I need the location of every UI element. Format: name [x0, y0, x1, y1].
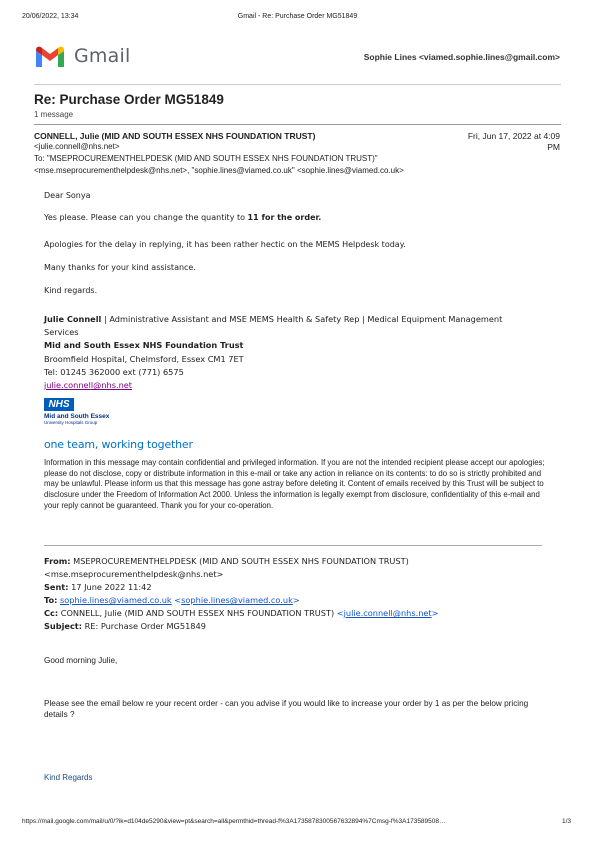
gmail-wordmark: Gmail: [74, 45, 131, 67]
quoted-sent: [44, 581, 152, 593]
sender-email: <julie.connell@nhs.net>: [34, 142, 120, 151]
quoted-to-email-2[interactable]: sophie.lines@viamed.co.uk: [181, 595, 293, 605]
to-line-2: <mse.mseprocurementhelpdesk@nhs.net>, "sophie.lines@viamed.co.uk" <sophie.lines@viamed.co.uk>: [34, 166, 404, 175]
to-line-1: To: "MSEPROCUREMENTHELPDESK (MID AND SOUTH ESSEX NHS FOUNDATION TRUST)": [34, 154, 378, 163]
quoted-divider: [44, 545, 542, 546]
quoted-cc-email[interactable]: julie.connell@nhs.net: [343, 608, 432, 618]
message-date: [460, 131, 560, 153]
nhs-logo-org: Mid and South Essex: [44, 413, 110, 420]
date-line-1: Fri, Jun 17, 2022 at 4:09: [467, 131, 560, 141]
quoted-sent-value: 17 June 2022 11:42: [68, 582, 152, 592]
nhs-logo-icon: NHS: [44, 398, 74, 411]
body-line-4: Kind regards.: [44, 286, 98, 295]
divider: [34, 124, 561, 125]
quoted-body: Please see the email below re your recent order - can you advise if you would like to increase your order by 1 as per the below pricing details ?: [44, 699, 529, 719]
message-count: 1 message: [34, 110, 74, 119]
quoted-to: To: sophie.lines@viamed.co.uk <sophie.lines@viamed.co.uk>: [44, 595, 300, 605]
quoted-cc-value: CONNELL, Julie (MID AND SOUTH ESSEX NHS FOUNDATION TRUST): [58, 608, 337, 618]
signature-name: Julie Connell: [44, 314, 102, 324]
body-line-3: Many thanks for your kind assistance.: [44, 263, 196, 272]
gmail-logo-icon: [34, 45, 66, 69]
signature-tel: Tel: 01245 362000 ext (771) 6575: [44, 367, 184, 377]
nhs-logo-sub: University Hospitals Group: [44, 420, 98, 425]
sender-name: CONNELL, Julie (MID AND SOUTH ESSEX NHS FOUNDATION TRUST): [34, 131, 316, 141]
quoted-from: [44, 555, 554, 567]
quoted-from-email[interactable]: <mse.mseprocurementhelpdesk@nhs.net>: [44, 569, 224, 579]
quoted-from-value: MSEPROCUREMENTHELPDESK (MID AND SOUTH ESSEX NHS FOUNDATION TRUST): [70, 556, 409, 566]
signature-email-link[interactable]: julie.connell@nhs.net: [44, 380, 132, 390]
body-line-1-text: Yes please. Please can you change the quantity to: [44, 213, 248, 222]
quoted-greeting: Good morning Julie,: [44, 656, 118, 665]
signature-name-line: [44, 314, 554, 325]
body-line-2: Apologies for the delay in replying, it has been rather hectic on the MEMS Helpdesk today.: [44, 240, 406, 249]
quoted-sent-label: Sent:: [44, 582, 69, 592]
print-date: 20/06/2022, 13:34: [22, 13, 79, 20]
quoted-to-label: To:: [44, 595, 58, 605]
quoted-cc: Cc: CONNELL, Julie (MID AND SOUTH ESSEX NHS FOUNDATION TRUST) <julie.connell@nhs.net>: [44, 608, 439, 618]
print-footer-url: https://mail.google.com/mail/u/0/?ik=d104de5290&view=pt&search=all&permthid=thread-f%3A1735878300567632894%7Cmsg-f%3A173589508…: [22, 818, 446, 825]
thread-subject: Re: Purchase Order MG51849: [34, 92, 224, 107]
quoted-subject-label: Subject:: [44, 621, 82, 631]
body-line-1: [44, 213, 321, 222]
signature-org: Mid and South Essex NHS Foundation Trust: [44, 340, 244, 350]
quoted-closing: Kind Regards: [44, 773, 93, 782]
print-page-number: 1/3: [561, 818, 571, 825]
divider: [34, 84, 561, 85]
quoted-to-email-1[interactable]: sophie.lines@viamed.co.uk: [60, 595, 172, 605]
body-line-1-bold: 11 for the order.: [247, 213, 322, 222]
signature-role: | Administrative Assistant and MSE MEMS Health & Safety Rep | Medical Equipment Management: [101, 314, 503, 324]
account-name: Sophie Lines <viamed.sophie.lines@gmail.com>: [363, 52, 560, 62]
greeting: Dear Sonya: [44, 191, 91, 200]
confidentiality-disclaimer: Information in this message may contain confidential and privileged information. If you are not the intended recipient please accept our apologies; please do not disclose, copy or distribute information in this e-mail or take any action in reliance on its contents: to do so is strictly prohibited and may be unlawful. Please inform us that this message has gone astray before deleting it. Content of emails received by this Trust will be subject to disclosure under the Freedom of Information Act 2000. Unless the information is legally exempt from disclosure, confidentiality of this e-mail and your reply cannot be guaranteed. Thank you for your co-operation.: [44, 458, 545, 510]
signature-role-line-2: Services: [44, 327, 79, 337]
quoted-subject-value: RE: Purchase Order MG51849: [82, 621, 206, 631]
date-line-2: PM: [547, 142, 560, 152]
signature-tagline: one team, working together: [44, 438, 193, 451]
quoted-cc-label: Cc:: [44, 608, 59, 618]
signature-address: Broomfield Hospital, Chelmsford, Essex CM1 7ET: [44, 354, 244, 364]
quoted-from-label: From:: [44, 556, 71, 566]
print-title: Gmail - Re: Purchase Order MG51849: [237, 13, 358, 20]
quoted-subject: [44, 620, 206, 632]
